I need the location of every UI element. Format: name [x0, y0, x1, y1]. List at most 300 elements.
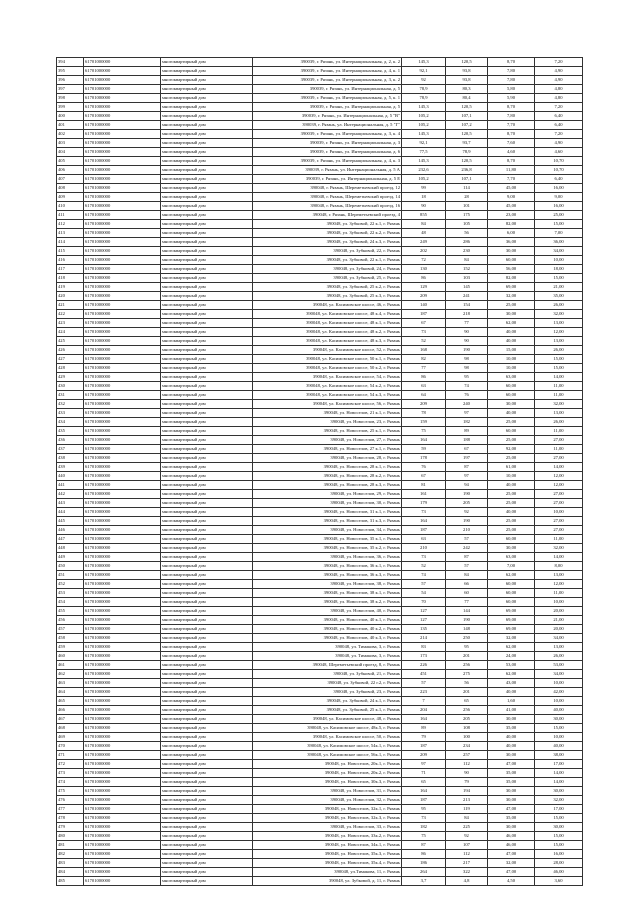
table-cell: 38,00: [535, 751, 583, 760]
table-cell: 103: [446, 274, 488, 283]
table-cell: многоквартирный дом: [161, 283, 253, 292]
table-cell: 484: [57, 868, 84, 877]
table-cell: 186: [402, 859, 446, 868]
table-cell: 256: [446, 661, 488, 670]
table-cell: 16,00: [535, 202, 583, 211]
table-cell: 390039, г. Рязань, ул. Интернациональная, д. 5 Е: [253, 175, 402, 184]
table-cell: 390039, г. Рязань, ул. Интернациональная, д. 6: [253, 148, 402, 157]
table-cell: 390048, ул. Новоселов, 20к.1, г. Рязань: [253, 760, 402, 769]
table-cell: 452: [57, 580, 84, 589]
table-cell: 82: [402, 355, 446, 364]
table-cell: 120,5: [446, 157, 488, 166]
table-cell: 30,00: [488, 751, 535, 760]
table-cell: 164: [402, 517, 446, 526]
table-cell: 83: [402, 643, 446, 652]
table-cell: 47,00: [488, 760, 535, 769]
table-row: [57, 598, 583, 607]
table-cell: 61701000000: [84, 265, 161, 274]
table-cell: 61701000000: [84, 868, 161, 877]
table-cell: 61701000000: [84, 94, 161, 103]
table-cell: 411: [57, 211, 84, 220]
table-cell: 204: [402, 706, 446, 715]
table-cell: 135: [402, 625, 446, 634]
table-cell: 390039, г. Рязань, ул. Интернациональная, д. 3: [253, 139, 402, 148]
table-cell: 60,00: [488, 382, 535, 391]
table-cell: 61701000000: [84, 256, 161, 265]
table-cell: 436: [57, 436, 84, 445]
table-cell: 480: [57, 832, 84, 841]
table-row: [57, 148, 583, 157]
table-cell: 3,60: [535, 877, 583, 886]
table-cell: многоквартирный дом: [161, 778, 253, 787]
table-cell: многоквартирный дом: [161, 562, 253, 571]
table-cell: 10,00: [535, 733, 583, 742]
table-cell: 69,00: [488, 283, 535, 292]
table-row: [57, 409, 583, 418]
table-cell: 390048, ул. Новоселов, 20к.2, г. Рязань: [253, 769, 402, 778]
table-cell: 89: [402, 724, 446, 733]
table-cell: 477: [57, 805, 84, 814]
table-cell: 80,3: [446, 85, 488, 94]
table-cell: 409: [57, 193, 84, 202]
table-cell: 30,00: [488, 796, 535, 805]
table-cell: 65: [446, 697, 488, 706]
table-cell: 7,70: [488, 175, 535, 184]
table-cell: 390048, ул. Касимовское шоссе, 48 к.4, г. Рязань: [253, 310, 402, 319]
table-row: [57, 274, 583, 283]
table-cell: 390048, ул.Тимакова, 11, г. Рязань: [253, 868, 402, 877]
table-cell: 430: [57, 382, 84, 391]
table-cell: 168: [402, 346, 446, 355]
table-body: [57, 58, 583, 886]
table-cell: 30,00: [535, 823, 583, 832]
table-row: [57, 571, 583, 580]
table-cell: 60,00: [488, 427, 535, 436]
table-cell: 47,00: [488, 805, 535, 814]
table-cell: 61701000000: [84, 319, 161, 328]
table-cell: 3,7: [402, 877, 446, 886]
table-cell: 57: [446, 535, 488, 544]
table-cell: 127: [402, 607, 446, 616]
table-cell: 61701000000: [84, 697, 161, 706]
table-cell: 8,70: [488, 103, 535, 112]
table-cell: 197: [446, 454, 488, 463]
table-cell: 5,90: [488, 94, 535, 103]
table-row: [57, 472, 583, 481]
table-row: [57, 319, 583, 328]
table-cell: 40,00: [488, 742, 535, 751]
table-cell: 47,00: [488, 850, 535, 859]
table-cell: 390048, ул. Тимакова, 3, г. Рязань: [253, 652, 402, 661]
table-row: [57, 265, 583, 274]
table-cell: 390048, ул. Касимовское шоссе, 50 к.1, г. Рязань: [253, 355, 402, 364]
table-row: [57, 211, 583, 220]
table-cell: 97: [446, 409, 488, 418]
table-cell: 61701000000: [84, 346, 161, 355]
table-cell: многоквартирный дом: [161, 121, 253, 130]
table-cell: 451: [402, 670, 446, 679]
table-cell: 459: [57, 643, 84, 652]
table-cell: 93,8: [446, 67, 488, 76]
table-cell: 92: [446, 832, 488, 841]
table-row: [57, 670, 583, 679]
table-cell: 61701000000: [84, 769, 161, 778]
table-cell: 61701000000: [84, 247, 161, 256]
table-cell: 390048, г. Рязань, Шереметьевский проезд, 14: [253, 193, 402, 202]
table-cell: 467: [57, 715, 84, 724]
table-cell: 439: [57, 463, 84, 472]
table-cell: 11,00: [535, 535, 583, 544]
table-cell: 67: [446, 445, 488, 454]
table-cell: 30,00: [488, 787, 535, 796]
table-cell: 90: [446, 337, 488, 346]
table-cell: 14,00: [535, 553, 583, 562]
table-cell: 25,00: [488, 517, 535, 526]
table-cell: 61701000000: [84, 409, 161, 418]
table-cell: 390048, ул. Новоселов, 30, г. Рязань: [253, 499, 402, 508]
table-cell: 390039, г. Рязань, ул. Интернациональная, д. 3, к. 2: [253, 76, 402, 85]
table-cell: 67: [402, 319, 446, 328]
table-cell: 25,00: [488, 499, 535, 508]
table-cell: 61701000000: [84, 67, 161, 76]
table-row: [57, 778, 583, 787]
table-cell: 61701000000: [84, 499, 161, 508]
table-cell: 390048, ул. Новоселов, 38 к.2, г. Рязань: [253, 598, 402, 607]
table-cell: 210: [446, 526, 488, 535]
table-cell: многоквартирный дом: [161, 760, 253, 769]
table-cell: 61701000000: [84, 373, 161, 382]
table-cell: 61701000000: [84, 121, 161, 130]
table-cell: 390048, ул. Новоселов, 33, г. Рязань: [253, 823, 402, 832]
table-row: [57, 94, 583, 103]
table-cell: 61701000000: [84, 274, 161, 283]
table-cell: 27,00: [535, 436, 583, 445]
table-cell: 194: [446, 787, 488, 796]
table-cell: 35,00: [488, 814, 535, 823]
table-cell: 61701000000: [84, 229, 161, 238]
data-sheet: [56, 57, 582, 886]
table-cell: многоквартирный дом: [161, 175, 253, 184]
table-cell: многоквартирный дом: [161, 337, 253, 346]
table-cell: 431: [57, 391, 84, 400]
table-cell: 15,00: [535, 274, 583, 283]
table-cell: многоквартирный дом: [161, 832, 253, 841]
table-cell: 390048, ул. Новоселов, 27, г. Рязань: [253, 436, 402, 445]
table-row: [57, 868, 583, 877]
table-row: [57, 256, 583, 265]
table-cell: 61701000000: [84, 148, 161, 157]
table-cell: 30,00: [535, 787, 583, 796]
table-cell: 61701000000: [84, 535, 161, 544]
table-cell: многоквартирный дом: [161, 157, 253, 166]
table-cell: 101: [446, 202, 488, 211]
table-cell: 445: [57, 517, 84, 526]
table-cell: 390048, ул. Новоселов, 28, г. Рязань: [253, 454, 402, 463]
table-cell: 61701000000: [84, 787, 161, 796]
table-cell: 182: [446, 418, 488, 427]
table-cell: 12,00: [535, 481, 583, 490]
table-cell: 390048, ул. Новоселов, 32к.3, г. Рязань: [253, 814, 402, 823]
table-cell: 209: [402, 751, 446, 760]
table-cell: 399: [57, 103, 84, 112]
table-cell: 56,00: [488, 265, 535, 274]
table-cell: 61701000000: [84, 238, 161, 247]
table-cell: 61701000000: [84, 706, 161, 715]
table-cell: 14,00: [535, 373, 583, 382]
table-cell: 130: [402, 265, 446, 274]
table-cell: 61701000000: [84, 283, 161, 292]
table-cell: 61701000000: [84, 796, 161, 805]
table-cell: 426: [57, 346, 84, 355]
table-cell: многоквартирный дом: [161, 787, 253, 796]
table-cell: 390048, ул. Новоселов, 34к.1, г. Рязань: [253, 841, 402, 850]
table-cell: 6,40: [535, 112, 583, 121]
table-cell: 187: [402, 526, 446, 535]
table-cell: 10,00: [535, 697, 583, 706]
table-row: [57, 391, 583, 400]
table-cell: 437: [57, 445, 84, 454]
table-cell: 97: [446, 472, 488, 481]
table-cell: 390048, ул. Зубковой, д. 11, г. Рязань: [253, 877, 402, 886]
table-cell: 178: [402, 454, 446, 463]
table-cell: 87: [446, 463, 488, 472]
table-cell: 432: [57, 400, 84, 409]
table-cell: 95: [446, 373, 488, 382]
table-cell: 77: [446, 319, 488, 328]
table-cell: 4,60: [488, 148, 535, 157]
table-cell: 13,00: [535, 643, 583, 652]
table-cell: многоквартирный дом: [161, 877, 253, 886]
table-cell: 428: [57, 364, 84, 373]
table-cell: 57: [402, 679, 446, 688]
table-cell: 61701000000: [84, 877, 161, 886]
table-row: [57, 769, 583, 778]
table-cell: многоквартирный дом: [161, 526, 253, 535]
table-cell: 93,8: [446, 76, 488, 85]
table-cell: 66: [446, 580, 488, 589]
table-cell: 61701000000: [84, 382, 161, 391]
table-cell: 53,00: [535, 661, 583, 670]
table-cell: многоквартирный дом: [161, 364, 253, 373]
table-cell: 395: [57, 67, 84, 76]
table-cell: 390048, ул. Зубковой, 25 к.1, г. Рязань: [253, 706, 402, 715]
table-cell: 11,00: [535, 382, 583, 391]
table-cell: 107,2: [446, 121, 488, 130]
table-cell: 469: [57, 733, 84, 742]
table-cell: 404: [57, 148, 84, 157]
table-cell: 32,00: [535, 400, 583, 409]
table-cell: 463: [57, 679, 84, 688]
table-cell: 242: [446, 544, 488, 553]
table-row: [57, 634, 583, 643]
table-row: [57, 877, 583, 886]
table-cell: 154: [446, 301, 488, 310]
table-cell: 40,00: [488, 508, 535, 517]
table-cell: 107,1: [446, 112, 488, 121]
table-cell: 390048, ул. Зубковой, 22 к.1, г. Рязань: [253, 256, 402, 265]
table-cell: 10,00: [535, 508, 583, 517]
table-cell: 72: [402, 256, 446, 265]
table-cell: 390048, ул. Зубковой, 23, г. Рязань: [253, 688, 402, 697]
table-cell: 119: [446, 805, 488, 814]
table-cell: 76: [446, 391, 488, 400]
table-cell: 236,8: [446, 166, 488, 175]
table-cell: многоквартирный дом: [161, 517, 253, 526]
table-cell: 73: [402, 814, 446, 823]
table-cell: 433: [57, 409, 84, 418]
table-cell: 416: [57, 256, 84, 265]
table-cell: 40,00: [535, 742, 583, 751]
table-cell: многоквартирный дом: [161, 220, 253, 229]
table-cell: многоквартирный дом: [161, 256, 253, 265]
table-cell: 26,00: [535, 301, 583, 310]
table-cell: 61701000000: [84, 778, 161, 787]
table-cell: 63: [402, 382, 446, 391]
table-cell: 8,00: [535, 562, 583, 571]
table-cell: 61701000000: [84, 670, 161, 679]
table-cell: многоквартирный дом: [161, 697, 253, 706]
table-cell: многоквартирный дом: [161, 814, 253, 823]
table-cell: 120,5: [446, 58, 488, 67]
table-cell: 108: [446, 724, 488, 733]
table-row: [57, 760, 583, 769]
table-row: [57, 625, 583, 634]
table-cell: 190: [446, 517, 488, 526]
table-cell: 4,90: [535, 139, 583, 148]
table-cell: 61701000000: [84, 400, 161, 409]
table-row: [57, 175, 583, 184]
table-cell: 20,00: [535, 607, 583, 616]
table-cell: 25,00: [488, 301, 535, 310]
table-cell: 205: [446, 715, 488, 724]
table-cell: 32,00: [488, 859, 535, 868]
table-cell: 59: [402, 445, 446, 454]
table-cell: 175: [446, 211, 488, 220]
table-cell: 485: [57, 877, 84, 886]
table-row: [57, 337, 583, 346]
table-cell: 390039, г. Рязань, ул. Интернациональная, д. 4, к. 3: [253, 157, 402, 166]
table-cell: многоквартирный дом: [161, 688, 253, 697]
table-cell: 14,00: [535, 769, 583, 778]
table-cell: многоквартирный дом: [161, 328, 253, 337]
table-cell: 5,80: [488, 85, 535, 94]
table-cell: многоквартирный дом: [161, 301, 253, 310]
table-cell: 9,00: [488, 193, 535, 202]
table-cell: 390048, ул. Новоселов, 33к.2, г. Рязань: [253, 832, 402, 841]
table-cell: многоквартирный дом: [161, 490, 253, 499]
table-cell: многоквартирный дом: [161, 553, 253, 562]
table-cell: 47,00: [488, 868, 535, 877]
table-cell: 61701000000: [84, 364, 161, 373]
table-cell: 25,00: [488, 490, 535, 499]
table-cell: многоквартирный дом: [161, 67, 253, 76]
table-cell: 390048, ул. Новоселов, 29, г. Рязань: [253, 490, 402, 499]
table-cell: 61701000000: [84, 436, 161, 445]
table-cell: 61701000000: [84, 184, 161, 193]
table-row: [57, 796, 583, 805]
table-cell: 105: [446, 220, 488, 229]
table-cell: 390048, ул. Новоселов, 31, г. Рязань: [253, 787, 402, 796]
table-cell: 390048, ул. Зубковой, 21, г. Рязань: [253, 670, 402, 679]
table-cell: 28: [446, 193, 488, 202]
table-cell: 61701000000: [84, 580, 161, 589]
table-cell: 397: [57, 85, 84, 94]
table-row: [57, 850, 583, 859]
table-cell: 390048, ул. Касимовское шоссе, 48 к.2, г. Рязань: [253, 328, 402, 337]
table-cell: 390048, ул. Зубковой, 22 к.2, г. Рязань: [253, 229, 402, 238]
table-cell: 36,00: [488, 238, 535, 247]
table-cell: 32,00: [488, 292, 535, 301]
table-cell: 69,00: [488, 616, 535, 625]
table-cell: 390048, ул. Касимовское шоссе, 54к.1, г. Рязань: [253, 742, 402, 751]
table-cell: 6,00: [488, 229, 535, 238]
table-cell: 390048, ул. Новоселов, 35 к.2, г. Рязань: [253, 544, 402, 553]
table-cell: многоквартирный дом: [161, 868, 253, 877]
table-cell: 32,00: [488, 634, 535, 643]
table-cell: 7,20: [535, 58, 583, 67]
table-row: [57, 346, 583, 355]
table-row: [57, 238, 583, 247]
table-cell: 57: [402, 580, 446, 589]
table-row: [57, 85, 583, 94]
table-cell: 61701000000: [84, 643, 161, 652]
table-cell: 20,00: [535, 625, 583, 634]
table-cell: 8,70: [488, 130, 535, 139]
table-cell: 4,80: [535, 94, 583, 103]
table-cell: 61701000000: [84, 175, 161, 184]
table-row: [57, 724, 583, 733]
table-cell: 427: [57, 355, 84, 364]
table-cell: 60: [446, 589, 488, 598]
table-cell: 390048, ул. Новоселов, 32к.1, г. Рязань: [253, 805, 402, 814]
table-cell: 202: [402, 247, 446, 256]
table-cell: 407: [57, 175, 84, 184]
table-cell: 390048, ул. Зубковой, 25 к.3, г. Рязань: [253, 292, 402, 301]
table-cell: 10,00: [535, 256, 583, 265]
table-cell: 61701000000: [84, 814, 161, 823]
table-cell: 472: [57, 760, 84, 769]
table-cell: 73: [402, 553, 446, 562]
table-cell: 475: [57, 787, 84, 796]
table-cell: многоквартирный дом: [161, 859, 253, 868]
table-cell: 390048, Шереметьевский проезд, 8, г. Рязань: [253, 661, 402, 670]
table-cell: 35,00: [488, 724, 535, 733]
table-cell: 32,00: [535, 796, 583, 805]
table-row: [57, 283, 583, 292]
table-cell: многоквартирный дом: [161, 229, 253, 238]
table-cell: 458: [57, 634, 84, 643]
table-cell: 190: [446, 346, 488, 355]
table-cell: многоквартирный дом: [161, 769, 253, 778]
table-cell: 429: [57, 373, 84, 382]
table-cell: 398: [57, 94, 84, 103]
table-cell: 78,9: [446, 148, 488, 157]
table-cell: 390048, ул. Новоселов, 25 к.1, г. Рязань: [253, 427, 402, 436]
table-row: [57, 67, 583, 76]
table-cell: многоквартирный дом: [161, 76, 253, 85]
table-cell: 209: [402, 400, 446, 409]
table-cell: 54: [402, 589, 446, 598]
table-cell: 86: [402, 373, 446, 382]
table-row: [57, 112, 583, 121]
table-cell: 78,9: [402, 85, 446, 94]
table-cell: 442: [57, 490, 84, 499]
table-cell: 73: [402, 508, 446, 517]
table-cell: 84: [446, 256, 488, 265]
table-cell: 7,80: [488, 67, 535, 76]
table-cell: 390048, ул. Касимовское шоссе, 50, г. Рязань: [253, 733, 402, 742]
table-cell: 390048, ул. Зубковой, 22 г.2, г. Рязань: [253, 679, 402, 688]
